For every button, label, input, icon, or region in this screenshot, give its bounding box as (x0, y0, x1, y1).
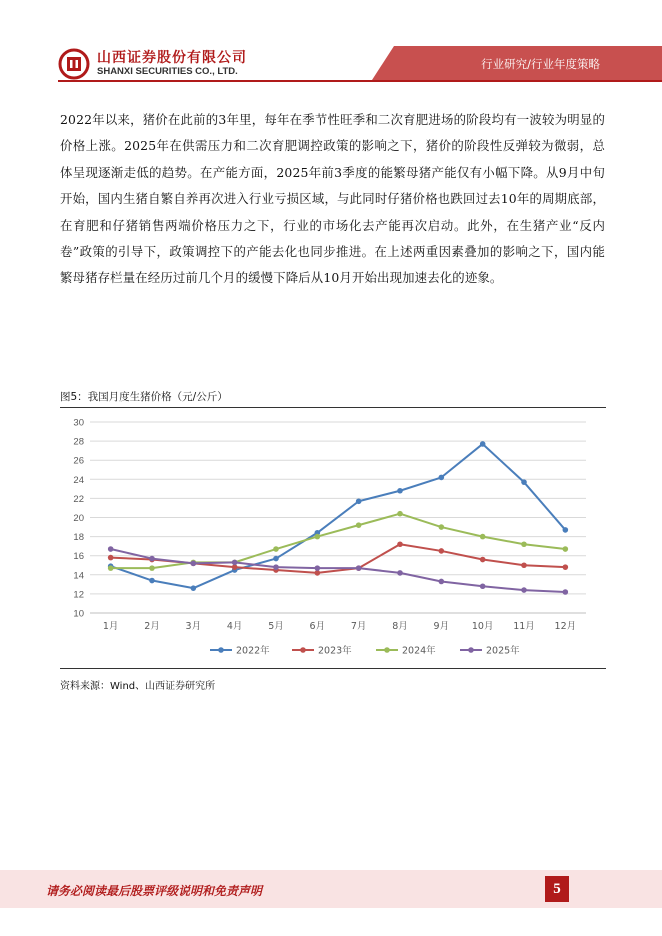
data-point (149, 578, 155, 584)
legend-swatch-dot (300, 647, 306, 653)
data-point (315, 534, 321, 540)
y-tick-label: 12 (73, 589, 84, 601)
legend-label: 2025年 (486, 645, 520, 657)
footer-disclaimer: 请务必阅读最后股票评级说明和免责声明 (46, 884, 263, 898)
data-point (273, 556, 279, 562)
legend-item (210, 645, 270, 657)
report-type-tag: 行业研究/行业年度策略 (481, 57, 600, 71)
y-tick-label: 26 (73, 455, 84, 467)
pig-price-line-chart (60, 410, 606, 666)
data-point (232, 560, 238, 566)
figure-source: 资料来源：Wind、山西证券研究所 (60, 681, 216, 692)
data-point (273, 546, 279, 552)
company-logo-icon (58, 48, 90, 80)
x-tick-label: 8月 (392, 621, 408, 632)
series-line (111, 444, 566, 588)
y-tick-label: 14 (73, 570, 84, 582)
x-tick-label: 2月 (144, 621, 160, 632)
y-tick-label: 16 (73, 551, 84, 563)
legend-swatch-dot (218, 647, 224, 653)
data-point (563, 527, 569, 533)
data-point (563, 546, 569, 552)
y-tick-label: 22 (73, 493, 84, 505)
company-name-cn: 山西证券股份有限公司 (97, 50, 247, 66)
x-tick-label: 9月 (433, 621, 450, 632)
data-point (480, 534, 486, 540)
data-point (397, 488, 403, 494)
data-point (439, 548, 445, 554)
data-point (149, 556, 155, 562)
data-point (521, 562, 527, 568)
x-tick-label: 6月 (309, 621, 326, 632)
chart-x-ticks (103, 621, 576, 632)
header-divider (58, 80, 662, 82)
x-tick-label: 5月 (268, 621, 284, 632)
data-point (521, 541, 527, 547)
legend-label: 2024年 (402, 645, 436, 657)
data-point (480, 557, 486, 563)
data-point (108, 546, 114, 552)
data-point (480, 583, 486, 589)
data-point (521, 587, 527, 593)
page-number: 5 (545, 876, 569, 902)
figure-bottom-rule (60, 668, 606, 669)
legend-swatch-dot (384, 647, 390, 653)
legend-item (376, 645, 436, 657)
data-point (563, 564, 569, 570)
data-point (191, 585, 197, 591)
data-point (356, 498, 362, 504)
x-tick-label: 10月 (471, 621, 494, 632)
chart-legend (210, 645, 520, 657)
series-line (111, 514, 566, 568)
y-tick-label: 30 (73, 417, 84, 429)
data-point (315, 565, 321, 571)
page-header (0, 0, 662, 88)
x-tick-label: 7月 (350, 621, 367, 632)
x-tick-label: 12月 (554, 621, 577, 632)
y-tick-label: 28 (73, 436, 84, 448)
legend-label: 2022年 (236, 645, 270, 657)
data-point (273, 564, 279, 570)
figure-top-rule (60, 407, 606, 408)
data-point (439, 579, 445, 585)
data-point (397, 570, 403, 576)
data-point (108, 555, 114, 561)
data-point (356, 522, 362, 528)
x-tick-label: 3月 (185, 621, 202, 632)
legend-label: 2023年 (318, 645, 352, 657)
company-name-en: SHANXI SECURITIES CO., LTD. (97, 66, 238, 77)
y-tick-label: 24 (73, 474, 84, 486)
legend-swatch-dot (468, 647, 474, 653)
data-point (439, 524, 445, 530)
x-tick-label: 4月 (226, 621, 243, 632)
data-point (397, 511, 403, 517)
data-point (315, 570, 321, 576)
data-point (191, 561, 197, 567)
y-tick-label: 18 (73, 532, 84, 544)
chart-y-ticks (73, 418, 84, 620)
x-tick-label: 11月 (513, 621, 535, 632)
figure-title: 图5：我国月度生猪价格（元/公斤） (60, 391, 228, 403)
data-point (480, 441, 486, 447)
body-paragraph: 2022年以来，猪价在此前的3年里，每年在季节性旺季和二次育肥进场的阶段均有一波较为明显的价格上涨。2025年在供需压力和二次育肥调控政策的影响之下，猪价的阶段性反弹较为微弱，总体呈现逐渐走低的趋势。在产能方面，2025年前3季度的能繁母猪产能仅有小幅下降。从9月中旬开始，国内生猪自繁自养再次进入行业亏损区域，与此同时仔猪价格也跌回过去10年的周期底部，在育肥和仔猪销售两端价格压力之下，行业的市场化去产能再次启动。此外，在生猪产业“反内卷”政策的引导下，政策调控下的产能去化也同步推进。在上述两重因素叠加的影响之下，国内能繁母猪存栏量在经历过前几个月的缓慢下降后从10月开始出现加速去化的迹象。 (60, 112, 605, 286)
y-tick-label: 10 (73, 608, 84, 620)
data-point (397, 541, 403, 547)
series-2023年 (108, 541, 568, 575)
data-point (521, 479, 527, 485)
data-point (149, 565, 155, 571)
x-tick-label: 1月 (102, 621, 119, 632)
legend-item (292, 645, 352, 657)
data-point (563, 589, 569, 595)
data-point (108, 565, 114, 571)
legend-item (460, 645, 520, 657)
y-tick-label: 20 (73, 513, 84, 524)
data-point (356, 565, 362, 571)
data-point (232, 564, 238, 570)
data-point (439, 475, 445, 481)
